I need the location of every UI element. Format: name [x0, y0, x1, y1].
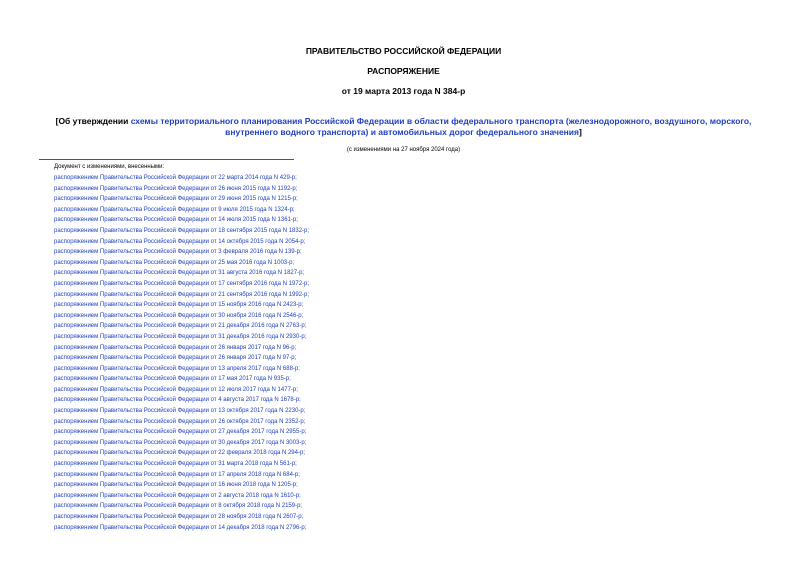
- amendment-link[interactable]: распоряжением Правительства Российской Федерации от 3 февраля 2016 года N 139-р;: [54, 249, 302, 256]
- amendment-link[interactable]: распоряжением Правительства Российской Федерации от 26 октября 2017 года N 2352-р;: [54, 418, 306, 425]
- document-title: [36, 116, 771, 138]
- amendment-link[interactable]: распоряжением Правительства Российской Федерации от 12 июля 2017 года N 1477-р;: [54, 386, 298, 393]
- amendments-intro: Документ с изменениями, внесенными:: [54, 164, 165, 170]
- amendment-link[interactable]: распоряжением Правительства Российской Федерации от 14 июля 2015 года N 1361-р;: [54, 217, 298, 224]
- amendment-link[interactable]: распоряжением Правительства Российской Федерации от 26 января 2017 года N 96-р;: [54, 344, 297, 351]
- document-date-number: от 19 марта 2013 года N 384-р: [341, 86, 466, 96]
- amendment-link[interactable]: распоряжением Правительства Российской Федерации от 28 ноября 2018 года N 2607-р;: [54, 514, 304, 520]
- amendment-link[interactable]: распоряжением Правительства Российской Федерации от 13 апреля 2017 года N 688-р;: [54, 365, 300, 372]
- title-suffix: ]: [579, 127, 582, 137]
- amendment-link[interactable]: распоряжением Правительства Российской Федерации от 18 сентября 2015 года N 1832-р;: [54, 227, 310, 234]
- amendment-link[interactable]: распоряжением Правительства Российской Федерации от 17 сентября 2016 года N 1972-р;: [54, 280, 310, 287]
- amendment-link[interactable]: распоряжением Правительства Российской Федерации от 13 октября 2017 года N 2230-р;: [54, 408, 306, 415]
- amendment-link[interactable]: распоряжением Правительства Российской Федерации от 25 мая 2016 года N 1003-р;: [54, 259, 295, 266]
- amendment-link[interactable]: распоряжением Правительства Российской Федерации от 27 декабря 2017 года N 2955-р;: [54, 429, 307, 436]
- amendment-link[interactable]: распоряжением Правительства Российской Федерации от 22 февраля 2018 года N 294-р;: [54, 450, 305, 457]
- amendment-link[interactable]: распоряжением Правительства Российской Федерации от 31 декабря 2016 года N 2930-р;: [54, 333, 307, 340]
- amendment-link[interactable]: распоряжением Правительства Российской Федерации от 17 апреля 2018 года N 684-р;: [54, 471, 300, 478]
- amendment-link[interactable]: распоряжением Правительства Российской Федерации от 8 октября 2018 года N 2159-р;: [54, 503, 303, 510]
- amendment-link[interactable]: распоряжением Правительства Российской Федерации от 22 марта 2014 года N 429-р;: [54, 175, 297, 181]
- amendment-link[interactable]: распоряжением Правительства Российской Федерации от 2 августа 2018 года N 1610-р;: [54, 492, 301, 499]
- amendment-link[interactable]: распоряжением Правительства Российской Федерации от 15 ноября 2016 года N 2423-р;: [54, 302, 304, 309]
- amendment-link[interactable]: распоряжением Правительства Российской Федерации от 9 июля 2015 года N 1324-р;: [54, 206, 295, 213]
- amendment-link[interactable]: распоряжением Правительства Российской Федерации от 4 августа 2017 года N 1678-р;: [54, 397, 301, 404]
- amendments-list: [54, 173, 309, 533]
- changes-note: (с изменениями на 27 ноября 2024 года): [346, 147, 461, 153]
- amendment-link[interactable]: распоряжением Правительства Российской Федерации от 31 августа 2016 года N 1827-р;: [54, 270, 305, 277]
- amendment-link[interactable]: распоряжением Правительства Российской Федерации от 30 декабря 2017 года N 3003-р;: [54, 439, 307, 446]
- amendment-link[interactable]: распоряжением Правительства Российской Федерации от 31 марта 2018 года N 561-р;: [54, 461, 297, 468]
- document-type-heading: РАСПОРЯЖЕНИЕ: [367, 66, 440, 76]
- amendment-link[interactable]: распоряжением Правительства Российской Федерации от 14 октября 2015 года N 2054-р;: [54, 238, 306, 245]
- title-prefix: [Об утверждении: [55, 116, 131, 126]
- amendment-link[interactable]: распоряжением Правительства Российской Федерации от 16 июня 2018 года N 1205-р;: [54, 482, 298, 489]
- amendment-link[interactable]: распоряжением Правительства Российской Федерации от 21 декабря 2016 года N 2763-р;: [54, 323, 307, 330]
- amendment-link[interactable]: распоряжением Правительства Российской Федерации от 29 июня 2015 года N 1215-р;: [54, 196, 298, 203]
- amendment-link[interactable]: распоряжением Правительства Российской Федерации от 14 декабря 2018 года N 2796-р;: [54, 524, 307, 531]
- amendment-link[interactable]: распоряжением Правительства Российской Федерации от 21 сентября 2016 года N 1992-р;: [54, 291, 310, 298]
- amendment-link[interactable]: распоряжением Правительства Российской Федерации от 17 мая 2017 года N 935-р;: [54, 376, 291, 383]
- title-link[interactable]: схемы территориального планирования Российской Федерации в области федерального транспорта (железнодорожного, воздушного, морского, внутреннего водного транспорта) и автомобильных дорог федерального значения: [130, 116, 752, 137]
- amendment-link[interactable]: распоряжением Правительства Российской Федерации от 30 ноября 2016 года N 2546-р;: [54, 312, 304, 319]
- amendment-link[interactable]: распоряжением Правительства Российской Федерации от 26 января 2017 года N 97-р;: [54, 355, 297, 362]
- government-heading: ПРАВИТЕЛЬСТВО РОССИЙСКОЙ ФЕДЕРАЦИИ: [305, 46, 502, 56]
- amendment-link[interactable]: распоряжением Правительства Российской Федерации от 26 июня 2015 года N 1192-р;: [54, 185, 298, 192]
- divider: [39, 159, 294, 160]
